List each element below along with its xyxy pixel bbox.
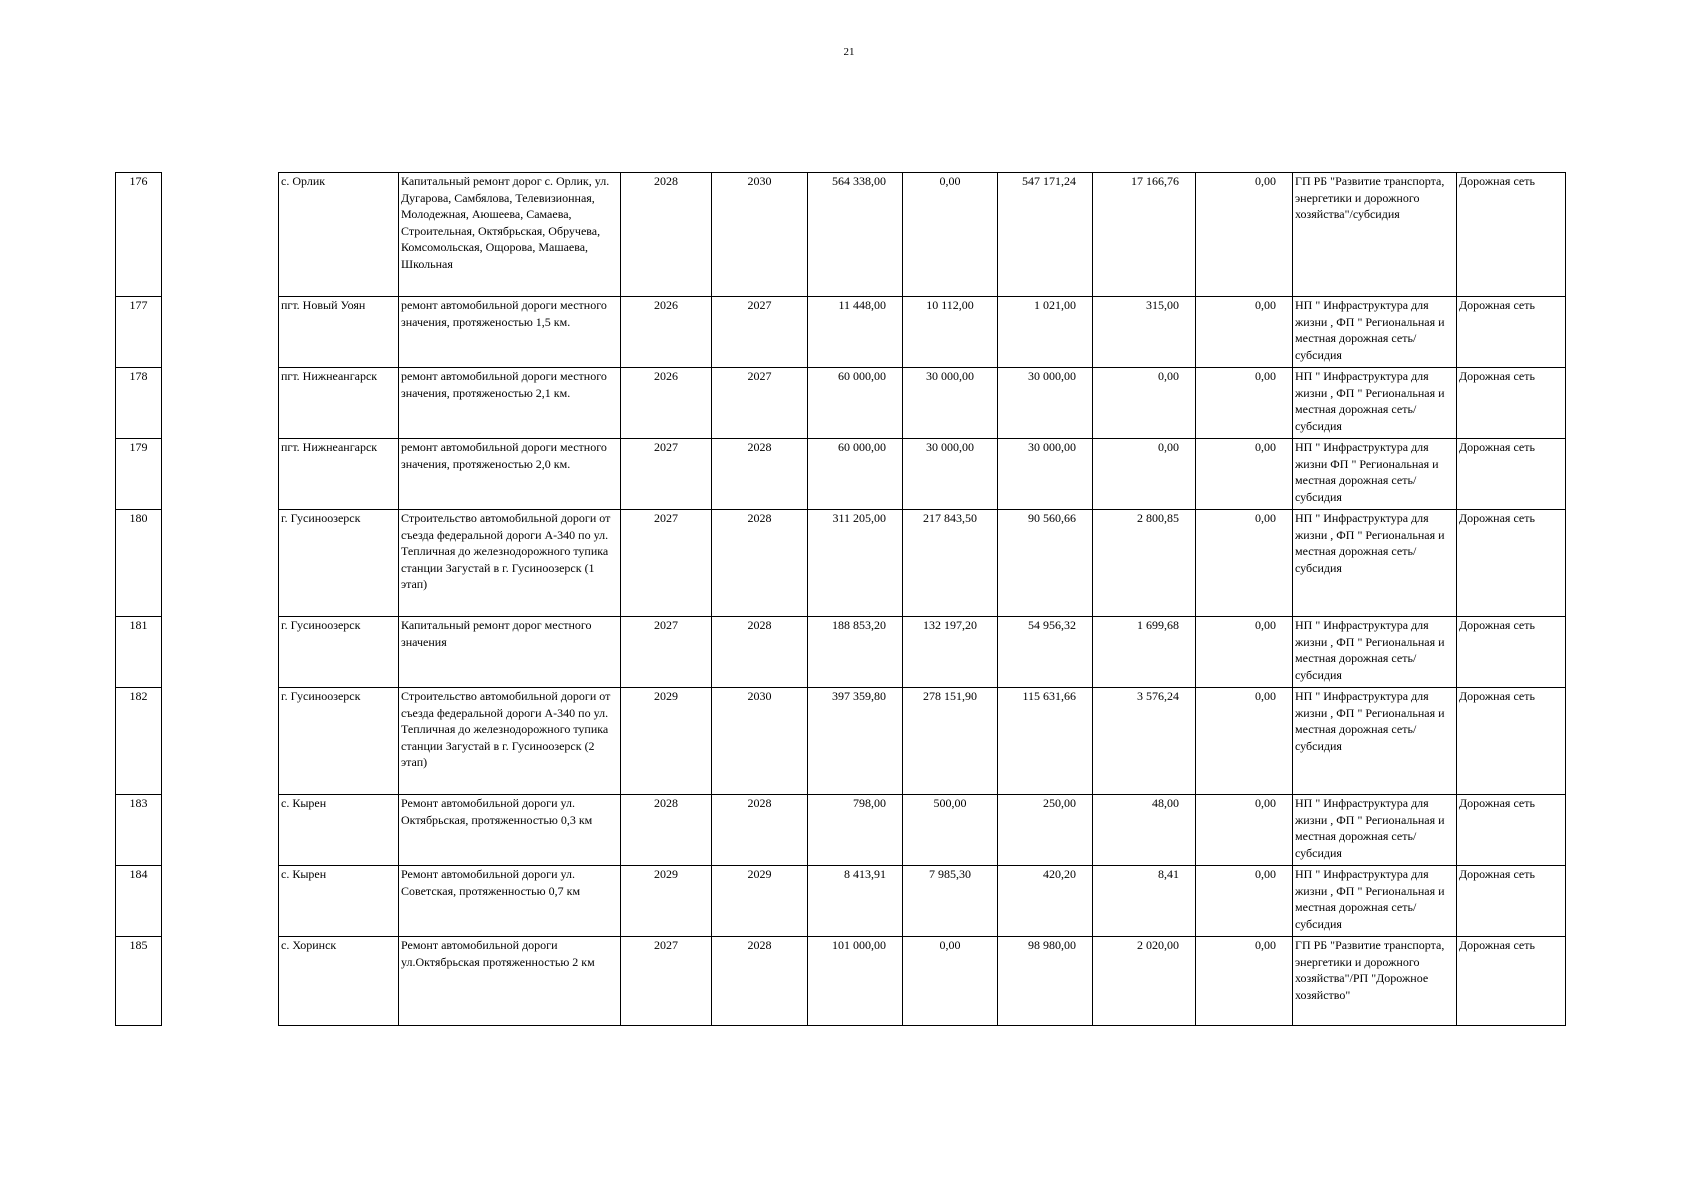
cell-settlement: пгт. Нижнеангарск	[279, 368, 399, 439]
cell-year-end: 2028	[712, 795, 808, 866]
cell-year-start: 2028	[621, 795, 712, 866]
cell-local-amount: 8,41	[1093, 866, 1196, 937]
cell-settlement: с. Орлик	[279, 173, 399, 297]
cell-gap	[162, 297, 279, 368]
cell-program: НП " Инфраструктура для жизни , ФП " Региональная и местная дорожная сеть/субсидия	[1293, 510, 1457, 617]
cell-regional-amount: 98 980,00	[998, 937, 1093, 1026]
cell-regional-amount: 1 021,00	[998, 297, 1093, 368]
cell-total-amount: 101 000,00	[808, 937, 903, 1026]
cell-settlement: пгт. Нижнеангарск	[279, 439, 399, 510]
cell-gap	[162, 866, 279, 937]
cell-gap	[162, 510, 279, 617]
cell-year-end: 2028	[712, 439, 808, 510]
cell-year-end: 2027	[712, 368, 808, 439]
cell-total-amount: 311 205,00	[808, 510, 903, 617]
cell-category: Дорожная сеть	[1457, 510, 1566, 617]
cell-other-amount: 0,00	[1196, 688, 1293, 795]
cell-object-description: Капитальный ремонт дорог с. Орлик, ул. Дугарова, Самбялова, Телевизионная, Молодежная, Аюшеева, Самаева, Строительная, Октябрьская, Обручева, Комсомольская, Ощорова, Машаева, Школьная	[399, 173, 621, 297]
cell-gap	[162, 795, 279, 866]
page-number: 21	[843, 46, 855, 58]
cell-row-number: 182	[116, 688, 162, 795]
cell-category: Дорожная сеть	[1457, 368, 1566, 439]
cell-program: НП " Инфраструктура для жизни , ФП " Региональная и местная дорожная сеть/субсидия	[1293, 297, 1457, 368]
projects-table	[115, 172, 1566, 1026]
cell-other-amount: 0,00	[1196, 439, 1293, 510]
cell-program: НП " Инфраструктура для жизни , ФП " Региональная и местная дорожная сеть/субсидия	[1293, 368, 1457, 439]
cell-other-amount: 0,00	[1196, 937, 1293, 1026]
cell-other-amount: 0,00	[1196, 795, 1293, 866]
cell-row-number: 179	[116, 439, 162, 510]
cell-object-description: Ремонт автомобильной дороги ул. Октябрьская, протяженностью 0,3 км	[399, 795, 621, 866]
cell-gap	[162, 617, 279, 688]
cell-regional-amount: 54 956,32	[998, 617, 1093, 688]
cell-settlement: пгт. Новый Уоян	[279, 297, 399, 368]
table-row	[116, 937, 1566, 1026]
cell-year-end: 2029	[712, 866, 808, 937]
cell-other-amount: 0,00	[1196, 173, 1293, 297]
cell-other-amount: 0,00	[1196, 368, 1293, 439]
cell-year-start: 2027	[621, 439, 712, 510]
cell-year-end: 2030	[712, 173, 808, 297]
cell-program: НП " Инфраструктура для жизни , ФП " Региональная и местная дорожная сеть/субсидия	[1293, 688, 1457, 795]
cell-row-number: 185	[116, 937, 162, 1026]
cell-settlement: с. Хоринск	[279, 937, 399, 1026]
cell-federal-amount: 30 000,00	[903, 439, 998, 510]
cell-row-number: 181	[116, 617, 162, 688]
cell-total-amount: 60 000,00	[808, 368, 903, 439]
table-row	[116, 297, 1566, 368]
cell-object-description: ремонт автомобильной дороги местного значения, протяженостью 1,5 км.	[399, 297, 621, 368]
cell-year-start: 2027	[621, 510, 712, 617]
cell-regional-amount: 115 631,66	[998, 688, 1093, 795]
table-row	[116, 688, 1566, 795]
cell-year-start: 2026	[621, 297, 712, 368]
cell-federal-amount: 7 985,30	[903, 866, 998, 937]
cell-year-start: 2029	[621, 688, 712, 795]
cell-year-end: 2028	[712, 510, 808, 617]
cell-local-amount: 1 699,68	[1093, 617, 1196, 688]
cell-year-start: 2027	[621, 617, 712, 688]
cell-gap	[162, 368, 279, 439]
cell-settlement: г. Гусиноозерск	[279, 617, 399, 688]
cell-year-end: 2030	[712, 688, 808, 795]
cell-regional-amount: 250,00	[998, 795, 1093, 866]
cell-settlement: г. Гусиноозерск	[279, 510, 399, 617]
cell-object-description: ремонт автомобильной дороги местного значения, протяженостью 2,0 км.	[399, 439, 621, 510]
cell-federal-amount: 278 151,90	[903, 688, 998, 795]
cell-row-number: 177	[116, 297, 162, 368]
cell-other-amount: 0,00	[1196, 866, 1293, 937]
table-row	[116, 368, 1566, 439]
cell-category: Дорожная сеть	[1457, 439, 1566, 510]
cell-category: Дорожная сеть	[1457, 866, 1566, 937]
cell-category: Дорожная сеть	[1457, 297, 1566, 368]
cell-local-amount: 0,00	[1093, 368, 1196, 439]
cell-local-amount: 2 800,85	[1093, 510, 1196, 617]
cell-local-amount: 2 020,00	[1093, 937, 1196, 1026]
cell-object-description: ремонт автомобильной дороги местного значения, протяженостью 2,1 км.	[399, 368, 621, 439]
cell-object-description: Строительство автомобильной дороги от съезда федеральной дороги А-340 по ул. Тепличная до железнодорожного тупика станции Загустай в г. Гусиноозерск (2 этап)	[399, 688, 621, 795]
table-row	[116, 617, 1566, 688]
cell-federal-amount: 0,00	[903, 937, 998, 1026]
table-row	[116, 866, 1566, 937]
cell-total-amount: 11 448,00	[808, 297, 903, 368]
cell-program: НП " Инфраструктура для жизни , ФП " Региональная и местная дорожная сеть/субсидия	[1293, 795, 1457, 866]
cell-federal-amount: 217 843,50	[903, 510, 998, 617]
table-row	[116, 173, 1566, 297]
cell-regional-amount: 90 560,66	[998, 510, 1093, 617]
cell-local-amount: 17 166,76	[1093, 173, 1196, 297]
cell-year-end: 2028	[712, 617, 808, 688]
cell-row-number: 176	[116, 173, 162, 297]
cell-other-amount: 0,00	[1196, 297, 1293, 368]
cell-total-amount: 564 338,00	[808, 173, 903, 297]
cell-year-start: 2026	[621, 368, 712, 439]
cell-other-amount: 0,00	[1196, 617, 1293, 688]
cell-year-start: 2029	[621, 866, 712, 937]
cell-year-end: 2028	[712, 937, 808, 1026]
cell-object-description: Ремонт автомобильной дороги ул. Советская, протяженностью 0,7 км	[399, 866, 621, 937]
cell-total-amount: 60 000,00	[808, 439, 903, 510]
cell-year-end: 2027	[712, 297, 808, 368]
cell-object-description: Капитальный ремонт дорог местного значения	[399, 617, 621, 688]
cell-local-amount: 48,00	[1093, 795, 1196, 866]
cell-program: ГП РБ "Развитие транспорта, энергетики и дорожного хозяйства"/РП "Дорожное хозяйство"	[1293, 937, 1457, 1026]
cell-total-amount: 8 413,91	[808, 866, 903, 937]
cell-row-number: 184	[116, 866, 162, 937]
cell-row-number: 178	[116, 368, 162, 439]
cell-category: Дорожная сеть	[1457, 795, 1566, 866]
cell-settlement: г. Гусиноозерск	[279, 688, 399, 795]
cell-program: НП " Инфраструктура для жизни , ФП " Региональная и местная дорожная сеть/субсидия	[1293, 617, 1457, 688]
cell-category: Дорожная сеть	[1457, 173, 1566, 297]
cell-object-description: Ремонт автомобильной дороги ул.Октябрьская протяженностью 2 км	[399, 937, 621, 1026]
cell-row-number: 180	[116, 510, 162, 617]
cell-federal-amount: 30 000,00	[903, 368, 998, 439]
cell-gap	[162, 173, 279, 297]
cell-gap	[162, 688, 279, 795]
cell-regional-amount: 547 171,24	[998, 173, 1093, 297]
cell-category: Дорожная сеть	[1457, 937, 1566, 1026]
cell-regional-amount: 420,20	[998, 866, 1093, 937]
cell-local-amount: 315,00	[1093, 297, 1196, 368]
cell-regional-amount: 30 000,00	[998, 368, 1093, 439]
cell-gap	[162, 439, 279, 510]
cell-other-amount: 0,00	[1196, 510, 1293, 617]
cell-program: НП " Инфраструктура для жизни ФП " Региональная и местная дорожная сеть/субсидия	[1293, 439, 1457, 510]
cell-total-amount: 798,00	[808, 795, 903, 866]
cell-program: ГП РБ "Развитие транспорта, энергетики и дорожного хозяйства"/субсидия	[1293, 173, 1457, 297]
cell-gap	[162, 937, 279, 1026]
cell-object-description: Строительство автомобильной дороги от съезда федеральной дороги А-340 по ул. Тепличная до железнодорожного тупика станции Загустай в г. Гусиноозерск (1 этап)	[399, 510, 621, 617]
cell-federal-amount: 10 112,00	[903, 297, 998, 368]
cell-category: Дорожная сеть	[1457, 617, 1566, 688]
cell-federal-amount: 0,00	[903, 173, 998, 297]
cell-settlement: с. Кырен	[279, 866, 399, 937]
cell-settlement: с. Кырен	[279, 795, 399, 866]
cell-local-amount: 3 576,24	[1093, 688, 1196, 795]
table-row	[116, 795, 1566, 866]
cell-row-number: 183	[116, 795, 162, 866]
cell-total-amount: 397 359,80	[808, 688, 903, 795]
table-row	[116, 510, 1566, 617]
cell-category: Дорожная сеть	[1457, 688, 1566, 795]
cell-federal-amount: 132 197,20	[903, 617, 998, 688]
cell-program: НП " Инфраструктура для жизни , ФП " Региональная и местная дорожная сеть/субсидия	[1293, 866, 1457, 937]
cell-year-start: 2028	[621, 173, 712, 297]
cell-local-amount: 0,00	[1093, 439, 1196, 510]
cell-year-start: 2027	[621, 937, 712, 1026]
cell-total-amount: 188 853,20	[808, 617, 903, 688]
table-row	[116, 439, 1566, 510]
cell-regional-amount: 30 000,00	[998, 439, 1093, 510]
cell-federal-amount: 500,00	[903, 795, 998, 866]
